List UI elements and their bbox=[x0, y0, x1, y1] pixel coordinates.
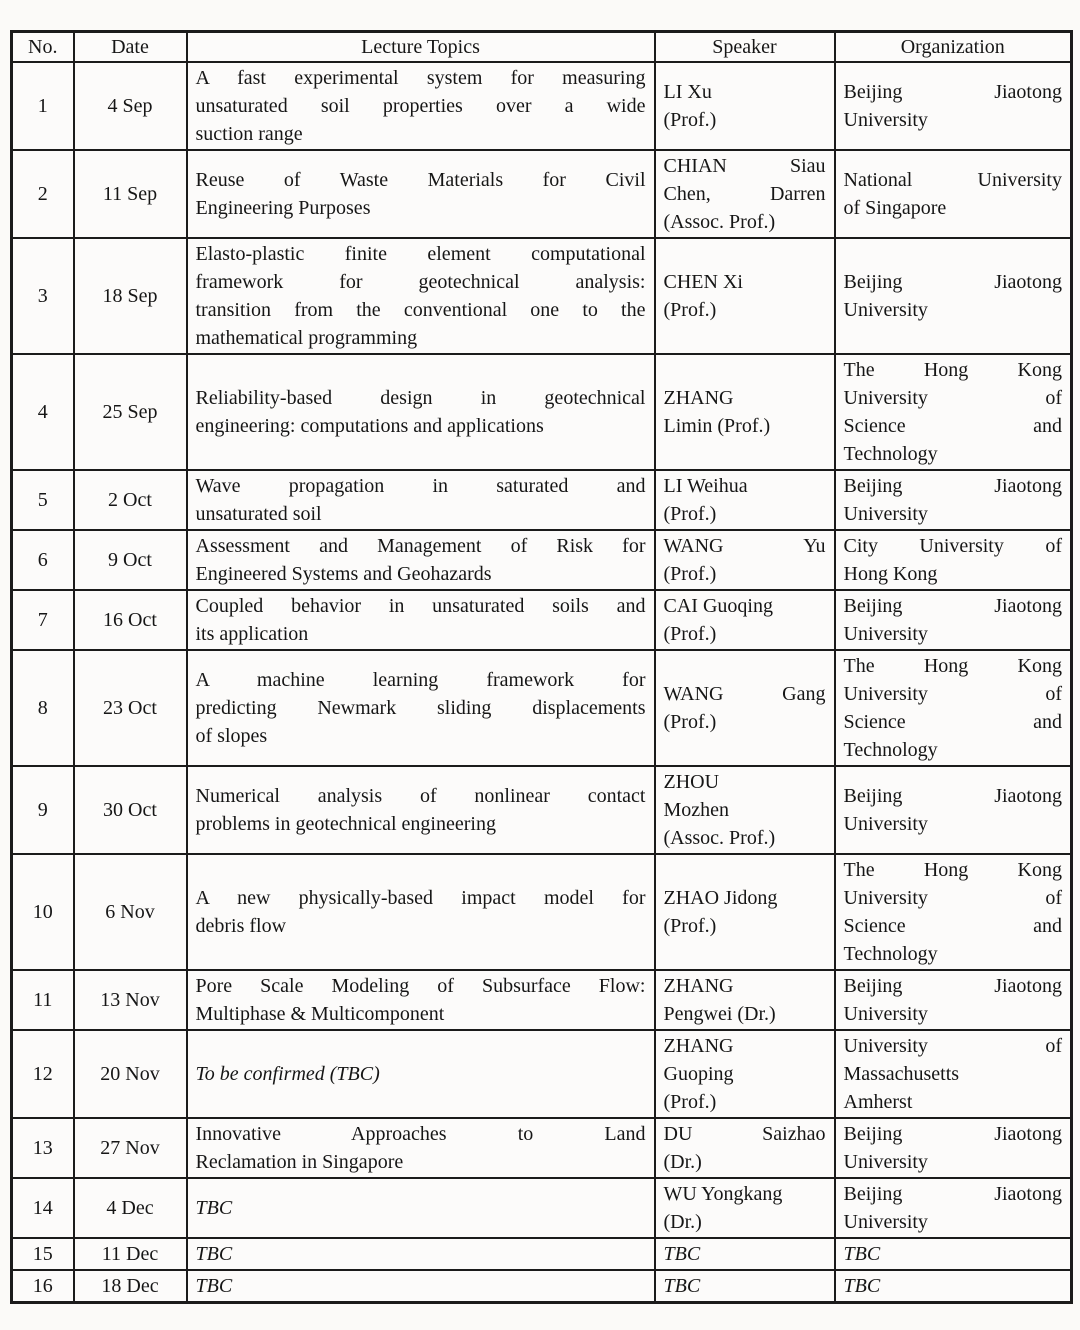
cell-topic-line: its application bbox=[195, 623, 309, 645]
cell-speaker-line: WANG Gang bbox=[663, 683, 826, 705]
cell-organization-line: University bbox=[843, 299, 928, 321]
cell-organization bbox=[835, 1118, 1072, 1178]
table-row bbox=[12, 590, 1072, 650]
cell-organization bbox=[835, 970, 1072, 1030]
cell-topic-line: Numerical analysis of nonlinear contact bbox=[195, 785, 646, 807]
cell-topic-line: mathematical programming bbox=[195, 327, 418, 349]
cell-topic-line: Innovative Approaches to Land bbox=[195, 1123, 646, 1145]
cell-organization-line: University of bbox=[843, 387, 1062, 409]
cell-topic-line: of slopes bbox=[195, 725, 268, 747]
cell-no: 2 bbox=[12, 150, 74, 238]
table-row bbox=[12, 470, 1072, 530]
cell-organization-line: Science and bbox=[843, 915, 1062, 937]
cell-topic-line: Reuse of Waste Materials for Civil bbox=[195, 169, 646, 191]
cell-date: 25 Sep bbox=[74, 354, 187, 470]
cell-organization bbox=[835, 150, 1072, 238]
cell-no: 10 bbox=[12, 854, 74, 970]
cell-speaker-line: (Assoc. Prof.) bbox=[663, 211, 776, 233]
cell-speaker-line: ZHAO Jidong bbox=[663, 887, 778, 909]
cell-organization bbox=[835, 766, 1072, 854]
cell-speaker-line: (Prof.) bbox=[663, 711, 717, 733]
cell-date: 4 Dec bbox=[74, 1178, 187, 1238]
cell-organization-line: University bbox=[843, 813, 928, 835]
cell-topic bbox=[187, 650, 655, 766]
cell-no: 14 bbox=[12, 1178, 74, 1238]
cell-speaker-line: ZHANG bbox=[663, 387, 734, 409]
column-header-organization: Organization bbox=[835, 32, 1072, 63]
cell-no: 12 bbox=[12, 1030, 74, 1118]
cell-speaker-line: LI Xu bbox=[663, 81, 712, 103]
cell-no: 13 bbox=[12, 1118, 74, 1178]
cell-organization-line: of Singapore bbox=[843, 197, 947, 219]
cell-speaker-line: (Prof.) bbox=[663, 109, 717, 131]
column-header-date: Date bbox=[74, 32, 187, 63]
table-row bbox=[12, 854, 1072, 970]
cell-speaker bbox=[655, 1270, 835, 1303]
cell-speaker bbox=[655, 1178, 835, 1238]
cell-topic bbox=[187, 970, 655, 1030]
cell-speaker bbox=[655, 1030, 835, 1118]
cell-speaker-line: (Dr.) bbox=[663, 1151, 702, 1173]
cell-speaker-line: CHEN Xi bbox=[663, 271, 743, 293]
cell-organization-line: The Hong Kong bbox=[843, 359, 1062, 381]
cell-topic-line: Wave propagation in saturated and bbox=[195, 475, 646, 497]
cell-organization-line: Beijing Jiaotong bbox=[843, 595, 1062, 617]
cell-speaker-line: TBC bbox=[663, 1243, 701, 1265]
cell-topic-line: TBC bbox=[195, 1197, 233, 1219]
cell-topic-line: Reclamation in Singapore bbox=[195, 1151, 404, 1173]
cell-date: 11 Sep bbox=[74, 150, 187, 238]
cell-organization-line: Hong Kong bbox=[843, 563, 938, 585]
cell-speaker-line: CHIAN Siau bbox=[663, 155, 826, 177]
cell-organization bbox=[835, 590, 1072, 650]
cell-topic-line: A machine learning framework for bbox=[195, 669, 646, 691]
cell-topic-line: predicting Newmark sliding displacements bbox=[195, 697, 646, 719]
cell-no: 9 bbox=[12, 766, 74, 854]
cell-organization-line: Beijing Jiaotong bbox=[843, 1123, 1062, 1145]
cell-organization-line: Science and bbox=[843, 415, 1062, 437]
table-body bbox=[12, 62, 1072, 1303]
cell-topic bbox=[187, 854, 655, 970]
header-row bbox=[12, 32, 1072, 63]
cell-date: 16 Oct bbox=[74, 590, 187, 650]
cell-organization-line: Beijing Jiaotong bbox=[843, 975, 1062, 997]
cell-speaker-line: (Prof.) bbox=[663, 299, 717, 321]
cell-organization-line: TBC bbox=[843, 1243, 881, 1265]
cell-speaker bbox=[655, 854, 835, 970]
cell-organization bbox=[835, 530, 1072, 590]
cell-speaker-line: Pengwei (Dr.) bbox=[663, 1003, 776, 1025]
cell-organization-line: Technology bbox=[843, 739, 938, 761]
cell-date: 13 Nov bbox=[74, 970, 187, 1030]
cell-topic bbox=[187, 1118, 655, 1178]
cell-speaker-line: Chen, Darren bbox=[663, 183, 826, 205]
cell-speaker-line: CAI Guoqing bbox=[663, 595, 773, 617]
cell-organization-line: Amherst bbox=[843, 1091, 913, 1113]
cell-organization-line: University of bbox=[843, 683, 1062, 705]
cell-organization-line: University bbox=[843, 1003, 928, 1025]
cell-speaker-line: ZHANG bbox=[663, 975, 734, 997]
cell-topic bbox=[187, 530, 655, 590]
cell-organization-line: University of bbox=[843, 887, 1062, 909]
cell-topic-line: A fast experimental system for measuring bbox=[195, 67, 646, 89]
column-header-speaker: Speaker bbox=[655, 32, 835, 63]
cell-organization bbox=[835, 62, 1072, 150]
cell-organization-line: Beijing Jiaotong bbox=[843, 1183, 1062, 1205]
cell-organization bbox=[835, 650, 1072, 766]
cell-organization-line: Science and bbox=[843, 711, 1062, 733]
table-row bbox=[12, 238, 1072, 354]
cell-topic bbox=[187, 150, 655, 238]
cell-speaker-line: (Prof.) bbox=[663, 503, 717, 525]
cell-speaker-line: LI Weihua bbox=[663, 475, 748, 497]
table-row bbox=[12, 354, 1072, 470]
cell-topic bbox=[187, 1178, 655, 1238]
cell-topic-line: Coupled behavior in unsaturated soils and bbox=[195, 595, 646, 617]
cell-date: 6 Nov bbox=[74, 854, 187, 970]
cell-speaker bbox=[655, 970, 835, 1030]
cell-speaker-line: (Prof.) bbox=[663, 563, 717, 585]
cell-date: 9 Oct bbox=[74, 530, 187, 590]
cell-topic-line: problems in geotechnical engineering bbox=[195, 813, 496, 835]
cell-speaker bbox=[655, 1238, 835, 1270]
cell-organization-line: Technology bbox=[843, 943, 938, 965]
cell-speaker-line: Guoping bbox=[663, 1063, 734, 1085]
table-row bbox=[12, 650, 1072, 766]
cell-topic-line: engineering: computations and applications bbox=[195, 415, 544, 437]
cell-topic-line: suction range bbox=[195, 123, 303, 145]
table-row bbox=[12, 1270, 1072, 1303]
cell-speaker-line: WU Yongkang bbox=[663, 1183, 783, 1205]
cell-date: 2 Oct bbox=[74, 470, 187, 530]
cell-topic-line: To be confirmed (TBC) bbox=[195, 1063, 380, 1085]
cell-organization-line: Beijing Jiaotong bbox=[843, 81, 1062, 103]
table-row bbox=[12, 1238, 1072, 1270]
table-row bbox=[12, 1178, 1072, 1238]
cell-date: 23 Oct bbox=[74, 650, 187, 766]
cell-speaker-line: WANG Yu bbox=[663, 535, 826, 557]
cell-speaker bbox=[655, 354, 835, 470]
cell-organization-line: University bbox=[843, 1151, 928, 1173]
cell-no: 5 bbox=[12, 470, 74, 530]
cell-organization-line: Beijing Jiaotong bbox=[843, 475, 1062, 497]
cell-organization-line: University bbox=[843, 109, 928, 131]
cell-speaker-line: (Prof.) bbox=[663, 623, 717, 645]
cell-date: 20 Nov bbox=[74, 1030, 187, 1118]
cell-topic-line: A new physically-based impact model for bbox=[195, 887, 646, 909]
cell-speaker-line: (Prof.) bbox=[663, 1091, 717, 1113]
cell-topic bbox=[187, 1030, 655, 1118]
cell-date: 27 Nov bbox=[74, 1118, 187, 1178]
cell-speaker-line: (Prof.) bbox=[663, 915, 717, 937]
cell-organization bbox=[835, 1238, 1072, 1270]
cell-topic bbox=[187, 1270, 655, 1303]
cell-date: 30 Oct bbox=[74, 766, 187, 854]
cell-organization bbox=[835, 238, 1072, 354]
cell-organization bbox=[835, 1178, 1072, 1238]
table-row bbox=[12, 766, 1072, 854]
cell-no: 6 bbox=[12, 530, 74, 590]
cell-topic-line: Multiphase & Multicomponent bbox=[195, 1003, 445, 1025]
cell-date: 18 Dec bbox=[74, 1270, 187, 1303]
cell-speaker-line: (Dr.) bbox=[663, 1211, 702, 1233]
cell-organization bbox=[835, 1270, 1072, 1303]
cell-speaker-line: Limin (Prof.) bbox=[663, 415, 771, 437]
cell-no: 7 bbox=[12, 590, 74, 650]
cell-organization-line: National University bbox=[843, 169, 1062, 191]
cell-organization bbox=[835, 854, 1072, 970]
cell-topic bbox=[187, 470, 655, 530]
cell-speaker-line: TBC bbox=[663, 1275, 701, 1297]
cell-topic bbox=[187, 62, 655, 150]
cell-speaker-line: Mozhen bbox=[663, 799, 730, 821]
cell-no: 4 bbox=[12, 354, 74, 470]
cell-speaker bbox=[655, 238, 835, 354]
cell-topic-line: framework for geotechnical analysis: bbox=[195, 271, 646, 293]
cell-organization bbox=[835, 354, 1072, 470]
cell-organization-line: Beijing Jiaotong bbox=[843, 785, 1062, 807]
cell-organization-line: Massachusetts bbox=[843, 1063, 960, 1085]
cell-no: 11 bbox=[12, 970, 74, 1030]
column-header-no: No. bbox=[12, 32, 74, 63]
cell-topic bbox=[187, 354, 655, 470]
cell-speaker bbox=[655, 62, 835, 150]
cell-organization-line: University of bbox=[843, 1035, 1062, 1057]
cell-topic bbox=[187, 1238, 655, 1270]
table-row bbox=[12, 1030, 1072, 1118]
cell-organization-line: Technology bbox=[843, 443, 938, 465]
cell-speaker-line: DU Saizhao bbox=[663, 1123, 826, 1145]
cell-organization-line: University bbox=[843, 1211, 928, 1233]
cell-topic-line: unsaturated soil bbox=[195, 503, 322, 525]
cell-topic-line: TBC bbox=[195, 1243, 233, 1265]
cell-topic-line: Engineered Systems and Geohazards bbox=[195, 563, 492, 585]
cell-speaker bbox=[655, 766, 835, 854]
cell-speaker bbox=[655, 590, 835, 650]
cell-speaker bbox=[655, 470, 835, 530]
cell-organization-line: The Hong Kong bbox=[843, 655, 1062, 677]
table-row bbox=[12, 1118, 1072, 1178]
cell-date: 18 Sep bbox=[74, 238, 187, 354]
cell-topic-line: Pore Scale Modeling of Subsurface Flow: bbox=[195, 975, 646, 997]
cell-no: 1 bbox=[12, 62, 74, 150]
cell-organization-line: Beijing Jiaotong bbox=[843, 271, 1062, 293]
cell-topic-line: unsaturated soil properties over a wide bbox=[195, 95, 646, 117]
cell-organization bbox=[835, 1030, 1072, 1118]
cell-speaker bbox=[655, 150, 835, 238]
cell-topic bbox=[187, 766, 655, 854]
cell-topic-line: TBC bbox=[195, 1275, 233, 1297]
table-row bbox=[12, 62, 1072, 150]
cell-no: 8 bbox=[12, 650, 74, 766]
cell-no: 15 bbox=[12, 1238, 74, 1270]
table-row bbox=[12, 150, 1072, 238]
cell-topic-line: Reliability-based design in geotechnical bbox=[195, 387, 646, 409]
cell-organization bbox=[835, 470, 1072, 530]
cell-organization-line: TBC bbox=[843, 1275, 881, 1297]
cell-organization-line: The Hong Kong bbox=[843, 859, 1062, 881]
cell-topic bbox=[187, 590, 655, 650]
cell-date: 4 Sep bbox=[74, 62, 187, 150]
cell-organization-line: University bbox=[843, 623, 928, 645]
cell-speaker-line: (Assoc. Prof.) bbox=[663, 827, 776, 849]
cell-topic-line: Elasto-plastic finite element computational bbox=[195, 243, 646, 265]
cell-organization-line: City University of bbox=[843, 535, 1062, 557]
cell-no: 16 bbox=[12, 1270, 74, 1303]
column-header-lecture-topics: Lecture Topics bbox=[187, 32, 655, 63]
table-row bbox=[12, 970, 1072, 1030]
lecture-schedule-table bbox=[10, 30, 1073, 1304]
table-row bbox=[12, 530, 1072, 590]
cell-topic-line: Assessment and Management of Risk for bbox=[195, 535, 646, 557]
cell-speaker bbox=[655, 1118, 835, 1178]
cell-topic-line: Engineering Purposes bbox=[195, 197, 371, 219]
cell-speaker-line: ZHOU bbox=[663, 771, 720, 793]
cell-speaker-line: ZHANG bbox=[663, 1035, 734, 1057]
cell-date: 11 Dec bbox=[74, 1238, 187, 1270]
cell-speaker bbox=[655, 650, 835, 766]
cell-organization-line: University bbox=[843, 503, 928, 525]
cell-topic bbox=[187, 238, 655, 354]
cell-no: 3 bbox=[12, 238, 74, 354]
cell-topic-line: debris flow bbox=[195, 915, 287, 937]
cell-topic-line: transition from the conventional one to the bbox=[195, 299, 646, 321]
cell-speaker bbox=[655, 530, 835, 590]
